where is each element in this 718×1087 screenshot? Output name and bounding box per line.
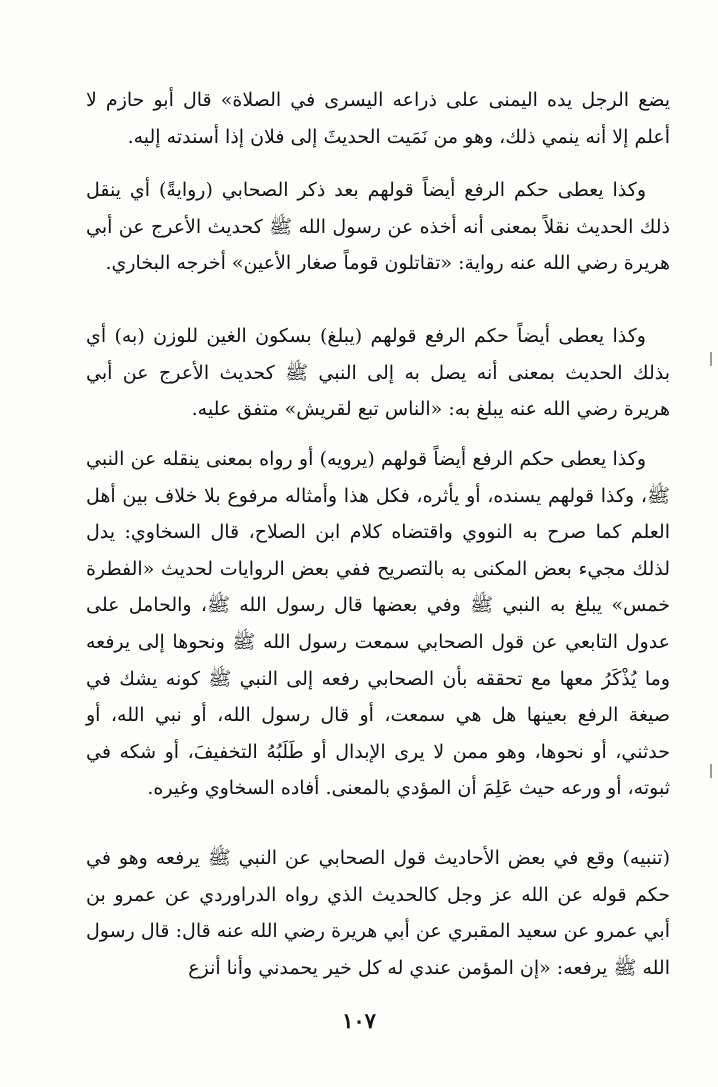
paragraph-yablughu: [86, 318, 670, 428]
paragraph-text: وكذا يعطى أيضاً حكم الرفع قولهم (يبلغ) بسكون الغين للوزن (به) أي بذلك الحديث بمعنى أنه يصل به إلى النبي ﷺ كحديث الأعرج عن أبي هريرة رضي الله عنه يبلغ به: «الناس تبع لقريش» متفق عليه.: [86, 325, 670, 421]
paragraph-text: وكذا يعطى حكم الرفع أيضاً قولهم (يرويه) أو رواه بمعنى ينقله عن النبي ﷺ، وكذا قولهم يسنده، أو يأثره، فكل هذا وأمثاله مرفوع بلا خلاف بين أهل العلم كما صرح به النووي واقتضاه كلام ابن الصلاح، قال السخاوي: يدل لذلك مجيء بعض المكنى به بالتصريح ففي بعض الروايات لحديث «الفطرة خمس» يبلغ به النبي ﷺ وفي بعضها قال رسول الله ﷺ، والحامل على عدول التابعي عن قول الصحابي سمعت رسول الله ﷺ ونحوها إلى يرفعه وما يُذْكَرُ معها مع تحققه بأن الصحابي رفعه إلى النبي ﷺ كونه يشك في صيغة الرفع بعينها هل هي سمعت، أو قال رسول الله، أو نبي الله، أو حدثني، أو نحوها، وهو ممن لا يرى الإبدال أو طَلَبُهُ التخفيفَ، أو شكه في ثبوته، أو ورعه حيث عَلِمَ أن المؤدي بالمعنى. أفاده السخاوي وغيره.: [86, 448, 670, 800]
margin-mark: [710, 352, 712, 366]
paragraph-yarwihi: [86, 441, 670, 807]
paragraph-tanbih: [86, 840, 670, 986]
paragraph-continuation: [86, 82, 670, 155]
paragraph-riwayatan: [86, 172, 670, 282]
paragraph-text: يضع الرجل يده اليمنى على ذراعه اليسرى في الصلاة» قال أبو حازم لا أعلم إلا أنه ينمي ذلك، وهو من نَمَيت الحديثَ إلى فلان إذا أسندته إليه.: [86, 89, 670, 148]
paragraph-text: وكذا يعطى حكم الرفع أيضاً قولهم بعد ذكر الصحابي (روايةً) أي ينقل ذلك الحديث نقلاً بمعنى أنه أخذه عن رسول الله ﷺ كحديث الأعرج عن أبي هريرة رضي الله عنه رواية: «تقاتلون قوماً صغار الأعين» أخرجه البخاري.: [86, 179, 670, 275]
page-number: ١٠٧: [342, 1008, 376, 1033]
paragraph-text: (تنبيه) وقع في بعض الأحاديث قول الصحابي عن النبي ﷺ يرفعه وهو في حكم قوله عن الله عز وجل كالحديث الذي رواه الدراوردي عن عمرو بن أبي عمرو عن سعيد المقبري عن أبي هريرة رضي الله عنه قال: قال رسول الله ﷺ يرفعه: «إن المؤمن عندي له كل خير يحمدني وأنا أنزع: [86, 847, 670, 979]
margin-mark: [710, 764, 712, 778]
